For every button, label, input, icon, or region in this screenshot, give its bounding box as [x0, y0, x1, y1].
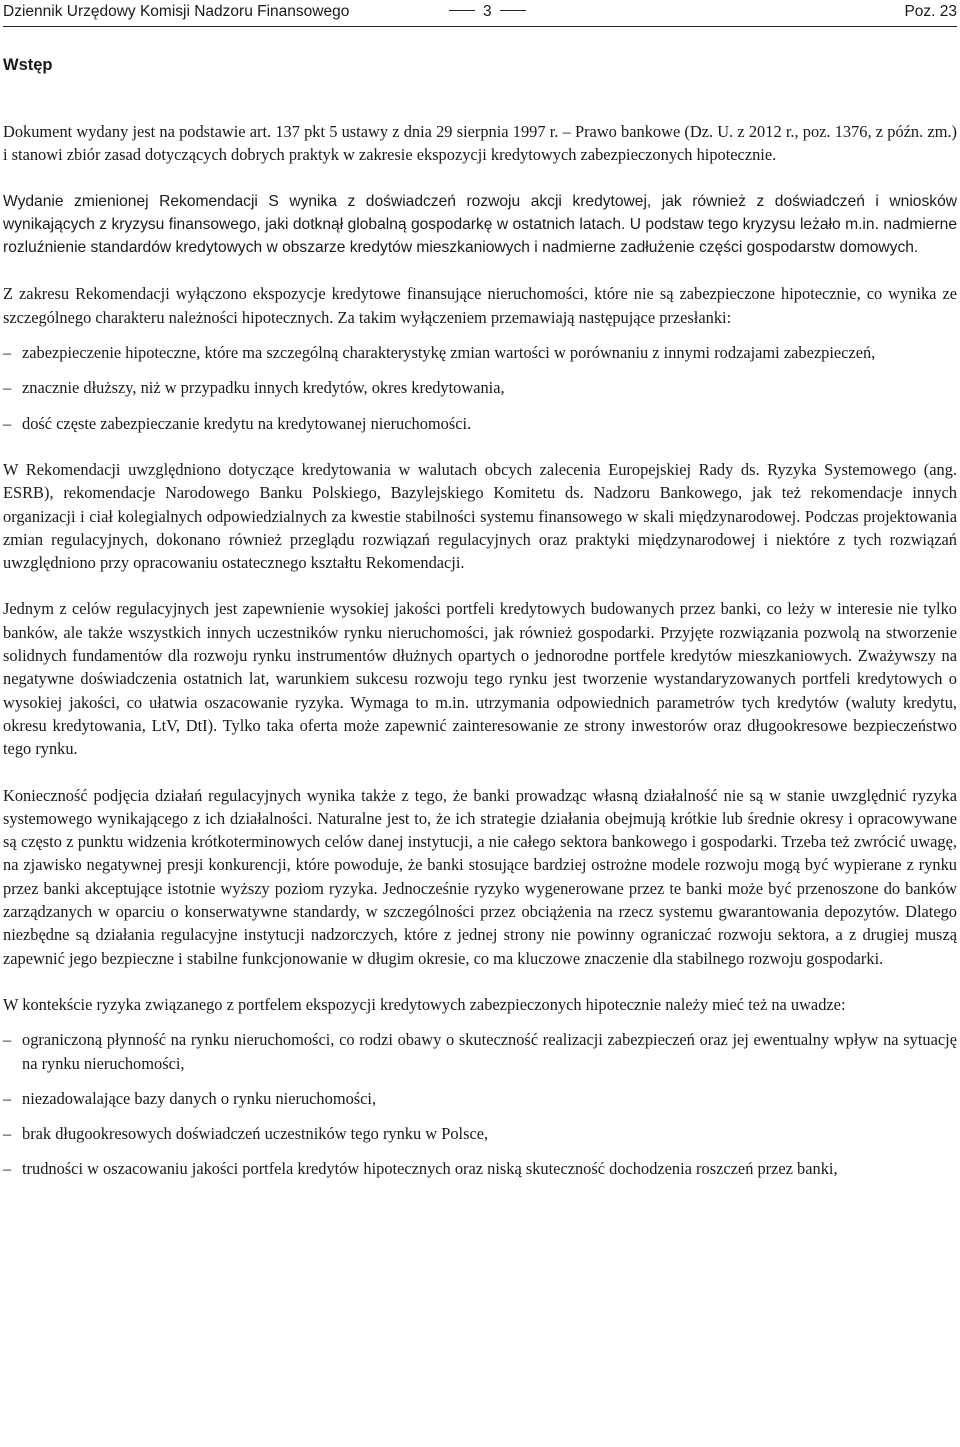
- risks-list: [3, 1028, 957, 1180]
- dash-bullet: –: [3, 1030, 12, 1050]
- list-item-text: zabezpieczenie hipoteczne, które ma szczególną charakterystykę zmian wartości w porównaniu z innymi rodzajami zabezpieczeń,: [22, 343, 876, 363]
- list-item: [3, 1087, 957, 1110]
- list-item-text: ograniczoną płynność na rynku nieruchomości, co rodzi obawy o skuteczność realizacji zabezpieczeń oraz jej ewentualny wpływ na sytuację na rynku nieruchomości,: [22, 1030, 957, 1073]
- page-number: 3: [483, 3, 492, 20]
- dash-bullet: –: [3, 1124, 12, 1144]
- paragraph-necessity: Konieczność podjęcia działań regulacyjnych wynika także z tego, że banki prowadząc własną działalność nie są w stanie uwzględnić ryzyka systemowego wynikającego z ich działalności. Naturalne jest to, że ich strategie działania obejmują krótkie lub średnie okresy i opracowywane są często z punktu widzenia krótkoterminowych celów danej instytucji, a nie całego sektora bankowego i gospodarki. Trzeba też zwrócić uwagę, na zjawisko negatywnej presji konkurencji, które powoduje, że banki stosujące bardziej ostrożne modele rozwoju mogą być wypierane z rynku przez banki akceptujące istotnie wyższy poziom ryzyka. Jednocześnie ryzyko wygenerowane przez te banki może być przenoszone do banków zarządzanych w oparciu o konserwatywne standardy, w szczególności przez obciążenia na rzecz systemu gwarantowania depozytów. Dlatego niezbędne są działania regulacyjne instytucji nadzorczych, które z jednej strony nie powinny ograniczać rozwoju sektora, a z drugiej muszą zapewnić jego bezpieczne i stabilne funkcjonowanie w długim okresie, co ma kluczowe znaczenie dla stabilnego rozwoju gospodarki.: [3, 785, 957, 968]
- premises-list: [3, 341, 957, 435]
- paragraph-reasons: Wydanie zmienionej Rekomendacji S wynika z doświadczeń rozwoju akcji kredytowej, jak również z doświadczeń i wniosków wynikających z kryzysu finansowego, jaki dotknął globalną gospodarkę w ostatnich latach. U podstaw tego kryzysu leżało m.in. nadmierne rozluźnienie standardów kredytowych w obszarze kredytów mieszkaniowych i nadmierne zadłużenie części gospodarstw domowych.: [3, 192, 957, 257]
- list-item-text: dość częste zabezpieczanie kredytu na kredytowanej nieruchomości.: [22, 413, 472, 433]
- paragraph-regulatory-goals: Jednym z celów regulacyjnych jest zapewnienie wysokiej jakości portfeli kredytowych budowanych przez banki, co leży w interesie nie tylko banków, ale także wszystkich innych uczestników rynku nieruchomości, jak również gospodarki. Przyjęte rozwiązania pozwolą na stworzenie solidnych fundamentów dla rozwoju rynku instrumentów dłużnych opartych o jednorodne portfele kredytów mieszkaniowych. Zważywszy na negatywne doświadczenia ostatnich lat, warunkiem sukcesu rozwoju tego rynku jest tworzenie wystandaryzowanych portfeli kredytowych o wysokiej jakości, co ułatwia oszacowanie ryzyka. Wymaga to m.in. utrzymania odpowiednich parametrów tych kredytów (waluty kredytu, okresu kredytowania, LtV, DtI). Tylko taka oferta może zapewnić zainteresowanie ze strony inwestorów oraz długookresowe bezpieczeństwo tego rynku.: [3, 599, 957, 759]
- dash-bullet: –: [3, 413, 12, 433]
- list-item: [3, 1028, 957, 1075]
- dash-bullet: –: [3, 378, 12, 398]
- list-item: [3, 1122, 957, 1145]
- dash-bullet: –: [3, 1088, 12, 1108]
- list-item: [3, 412, 957, 435]
- list-item: [3, 376, 957, 399]
- paragraph-risk-context: W kontekście ryzyka związanego z portfelem ekspozycji kredytowych zabezpieczonych hipotecznie należy mieć też na uwadze:: [3, 994, 846, 1014]
- dash-bullet: –: [3, 1159, 12, 1179]
- paragraph-scope: Z zakresu Rekomendacji wyłączono ekspozycje kredytowe finansujące nieruchomości, które nie są zabezpieczone hipotecznie, co wynika ze szczególnego charakteru należności hipotecznych. Za takim wyłączeniem przemawiają następujące przesłanki:: [3, 284, 957, 327]
- paragraph-recommendations: W Rekomendacji uwzględniono dotyczące kredytowania w walutach obcych zalecenia Europejskiej Rady ds. Ryzyka Systemowego (ang. ESRB), rekomendacje Narodowego Banku Polskiego, Bazylejskiego Komitetu ds. Nadzoru Bankowego, jak też rekomendacje innych organizacji i ciał kolegialnych odpowiedzialnych za kwestie stabilności systemu finansowego w skali międzynarodowej. Podczas projektowania zmian regulacyjnych, dokonano również przeglądu rozwiązań regulacyjnych oraz praktyki międzynarodowej i niektóre z tych rozwiązań uwzględniono przy opracowaniu ostatecznego kształtu Rekomendacji.: [3, 459, 957, 573]
- position-label: Poz. 23: [904, 3, 957, 20]
- list-item-text: trudności w oszacowaniu jakości portfela kredytów hipotecznych oraz niską skuteczność dochodzenia roszczeń przez banki,: [22, 1159, 838, 1179]
- journal-title: Dziennik Urzędowy Komisji Nadzoru Finansowego: [3, 3, 350, 20]
- header-dash-right: [500, 10, 526, 11]
- page-header: [3, 0, 957, 27]
- list-item: [3, 1157, 957, 1180]
- page-number-group: [441, 0, 534, 24]
- list-item-text: znacznie dłuższy, niż w przypadku innych kredytów, okres kredytowania,: [22, 378, 505, 398]
- header-dash-left: [449, 10, 475, 11]
- dash-bullet: –: [3, 343, 12, 363]
- list-item: [3, 341, 957, 364]
- section-title: Wstęp: [3, 56, 53, 74]
- document-page: [3, 0, 957, 1181]
- list-item-text: niezadowalające bazy danych o rynku nieruchomości,: [22, 1088, 377, 1108]
- list-item-text: brak długookresowych doświadczeń uczestników tego rynku w Polsce,: [22, 1124, 489, 1144]
- paragraph-legal-basis: Dokument wydany jest na podstawie art. 137 pkt 5 ustawy z dnia 29 sierpnia 1997 r. – Prawo bankowe (Dz. U. z 2012 r., poz. 1376, z późn. zm.) i stanowi zbiór zasad dotyczących dobrych praktyk w zakresie ekspozycji kredytowych zabezpieczonych hipotecznie.: [3, 122, 957, 165]
